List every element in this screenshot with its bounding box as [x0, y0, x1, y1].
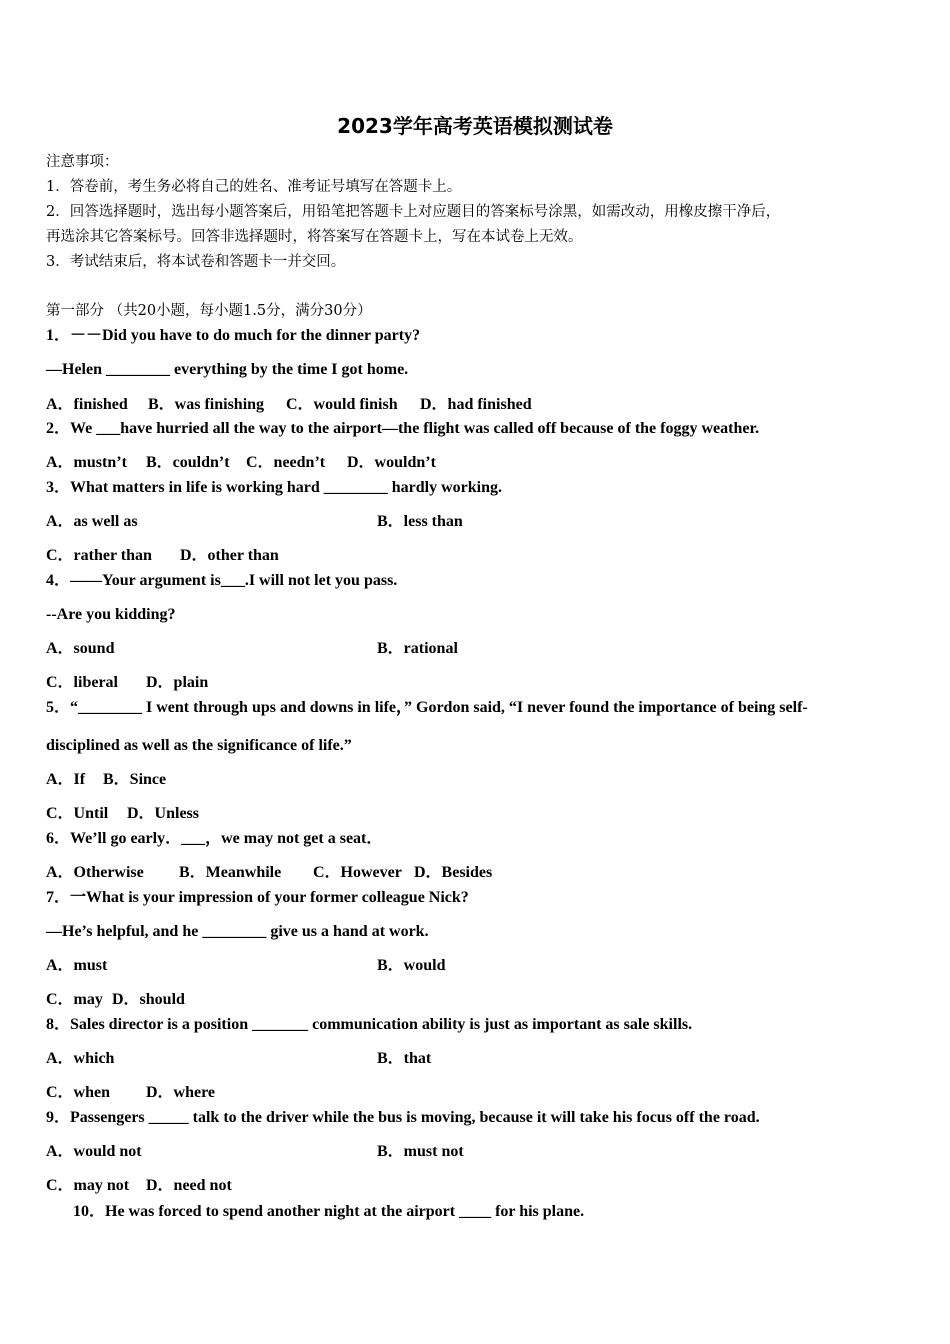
option-d[interactable]: D．Unless [127, 805, 200, 822]
question-stem: --Are you kidding? [46, 606, 176, 623]
option-a[interactable]: A．Otherwise [46, 864, 144, 881]
option-d[interactable]: D．should [112, 991, 185, 1008]
option-b[interactable]: B．couldn’t [146, 454, 230, 471]
option-c[interactable]: C．when [46, 1084, 111, 1101]
option-d[interactable]: D．had finished [420, 396, 532, 413]
question-stem: 8．Sales director is a position _______ communication ability is just as important as sale skills. [46, 1016, 693, 1033]
question-stem: 10．He was forced to spend another night at the airport ____ for his plane. [73, 1203, 585, 1220]
option-a[interactable]: A．finished [46, 396, 128, 413]
option-c[interactable]: C．needn’t [246, 454, 326, 471]
question-stem: 5．“________ I went through ups and downs in life，” Gordon said, “I never found the importance of being self- [46, 699, 808, 716]
question-stem: 7．一What is your impression of your former colleague Nick? [46, 889, 469, 906]
question-stem: 1．－－Did you have to do much for the dinner party? [46, 327, 421, 344]
option-b[interactable]: B．Meanwhile [179, 864, 282, 881]
option-c[interactable]: C．Until [46, 805, 109, 822]
option-d[interactable]: D．Besides [414, 864, 493, 881]
notice-heading: 注意事项： [46, 154, 119, 170]
question-stem: 2．We ___have hurried all the way to the airport—the flight was called off because of the foggy weather. [46, 420, 760, 437]
notice-item: 3．考试结束后，将本试卷和答题卡一并交回。 [46, 254, 346, 270]
notice-item: 2．回答选择题时，选出每小题答案后，用铅笔把答题卡上对应题目的答案标号涂黑，如需改动，用橡皮擦干净后， [46, 204, 781, 220]
option-c[interactable]: C．may not [46, 1177, 130, 1194]
question-stem: —Helen ________ everything by the time I got home. [46, 361, 409, 378]
option-b[interactable]: B．rational [377, 640, 458, 657]
option-c[interactable]: C．liberal [46, 674, 118, 691]
question-stem: —He’s helpful, and he ________ give us a hand at work. [46, 923, 429, 940]
option-b[interactable]: B．must not [377, 1143, 464, 1160]
option-b[interactable]: B．Since [103, 771, 167, 788]
option-c[interactable]: C．may [46, 991, 103, 1008]
option-a[interactable]: A．as well as [46, 513, 138, 530]
option-a[interactable]: A．would not [46, 1143, 142, 1160]
option-a[interactable]: A．If [46, 771, 86, 788]
option-a[interactable]: A．sound [46, 640, 115, 657]
page-title: 2023学年高考英语模拟测试卷 [337, 114, 613, 138]
option-b[interactable]: B．was finishing [148, 396, 265, 413]
option-a[interactable]: A．which [46, 1050, 115, 1067]
option-b[interactable]: B．would [377, 957, 446, 974]
option-d[interactable]: D．plain [146, 674, 209, 691]
option-d[interactable]: D．other than [180, 547, 279, 564]
option-c[interactable]: C．would finish [286, 396, 398, 413]
option-d[interactable]: D．wouldn’t [347, 454, 436, 471]
question-stem: 6．We’ll go early．___，we may not get a seat． [46, 830, 383, 847]
option-a[interactable]: A．mustn’t [46, 454, 127, 471]
notice-item: 1．答卷前，考生务必将自己的姓名、准考证号填写在答题卡上。 [46, 179, 462, 195]
option-d[interactable]: D．need not [146, 1177, 232, 1194]
section-heading: 第一部分 （共20小题，每小题1.5分，满分30分） [46, 303, 372, 319]
question-stem: 3．What matters in life is working hard ________ hardly working. [46, 479, 503, 496]
notice-item: 再选涂其它答案标号。回答非选择题时，将答案写在答题卡上，写在本试卷上无效。 [46, 229, 583, 245]
option-c[interactable]: C．rather than [46, 547, 152, 564]
question-stem: 4．——Your argument is___.I will not let you pass. [46, 572, 398, 589]
option-b[interactable]: B．less than [377, 513, 463, 530]
option-a[interactable]: A．must [46, 957, 108, 974]
question-stem: 9．Passengers _____ talk to the driver while the bus is moving, because it will take his focus off the road. [46, 1109, 760, 1126]
option-b[interactable]: B．that [377, 1050, 432, 1067]
option-c[interactable]: C．However [313, 864, 402, 881]
option-d[interactable]: D．where [146, 1084, 216, 1101]
question-stem: disciplined as well as the significance of life.” [46, 737, 352, 754]
